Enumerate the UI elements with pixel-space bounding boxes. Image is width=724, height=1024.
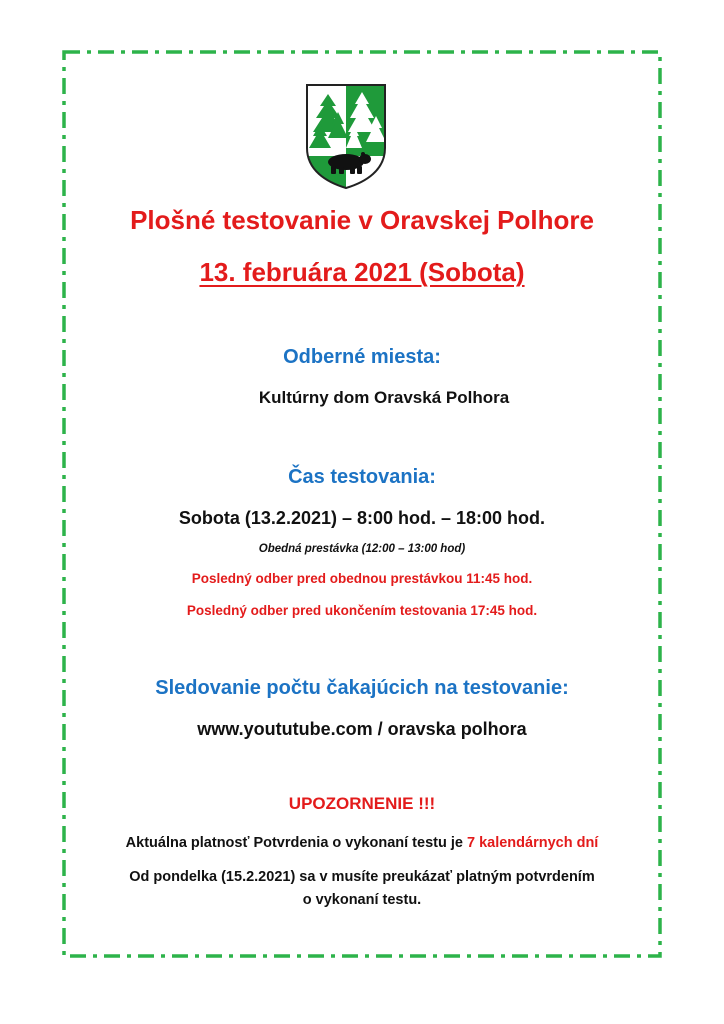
requirement-line-2: o vykonaní testu. [302,892,422,908]
last-collection-before-break: Posledný odber pred obednou prestávkou 11:45 hod. [191,571,533,586]
validity-prefix: Aktuálna platnosť Potvrdenia o vykonaní testu je [125,835,467,851]
lunch-break-note: Obedná prestávka (12:00 – 13:00 hod) [258,543,466,555]
page-title: Plošné testovanie v Oravskej Polhore [130,205,594,235]
queue-heading: Sledovanie počtu čakajúcich na testovanie: [155,677,569,699]
schedule-heading: Čas testovania: [288,466,436,488]
coat-of-arms-icon [304,82,388,190]
warning-heading: UPOZORNENIE !!! [288,794,436,813]
requirement-line-1: Od pondelka (15.2.2021) sa v musíte preukázať platným potvrdením [129,869,595,885]
event-date: 13. februára 2021 (Sobota) [199,257,525,287]
schedule-hours: Sobota (13.2.2021) – 8:00 hod. – 18:00 hod. [178,508,546,528]
validity-highlight: 7 kalendárnych dní [466,835,599,851]
queue-stream-link: www.yoututube.com / oravska polhora [197,719,527,739]
location-place: Kultúrny dom Oravská Polhora [258,388,510,407]
validity-notice [0,835,724,851]
last-collection-before-end: Posledný odber pred ukončením testovania 17:45 hod. [186,603,538,618]
locations-heading: Odberné miesta: [283,346,441,368]
